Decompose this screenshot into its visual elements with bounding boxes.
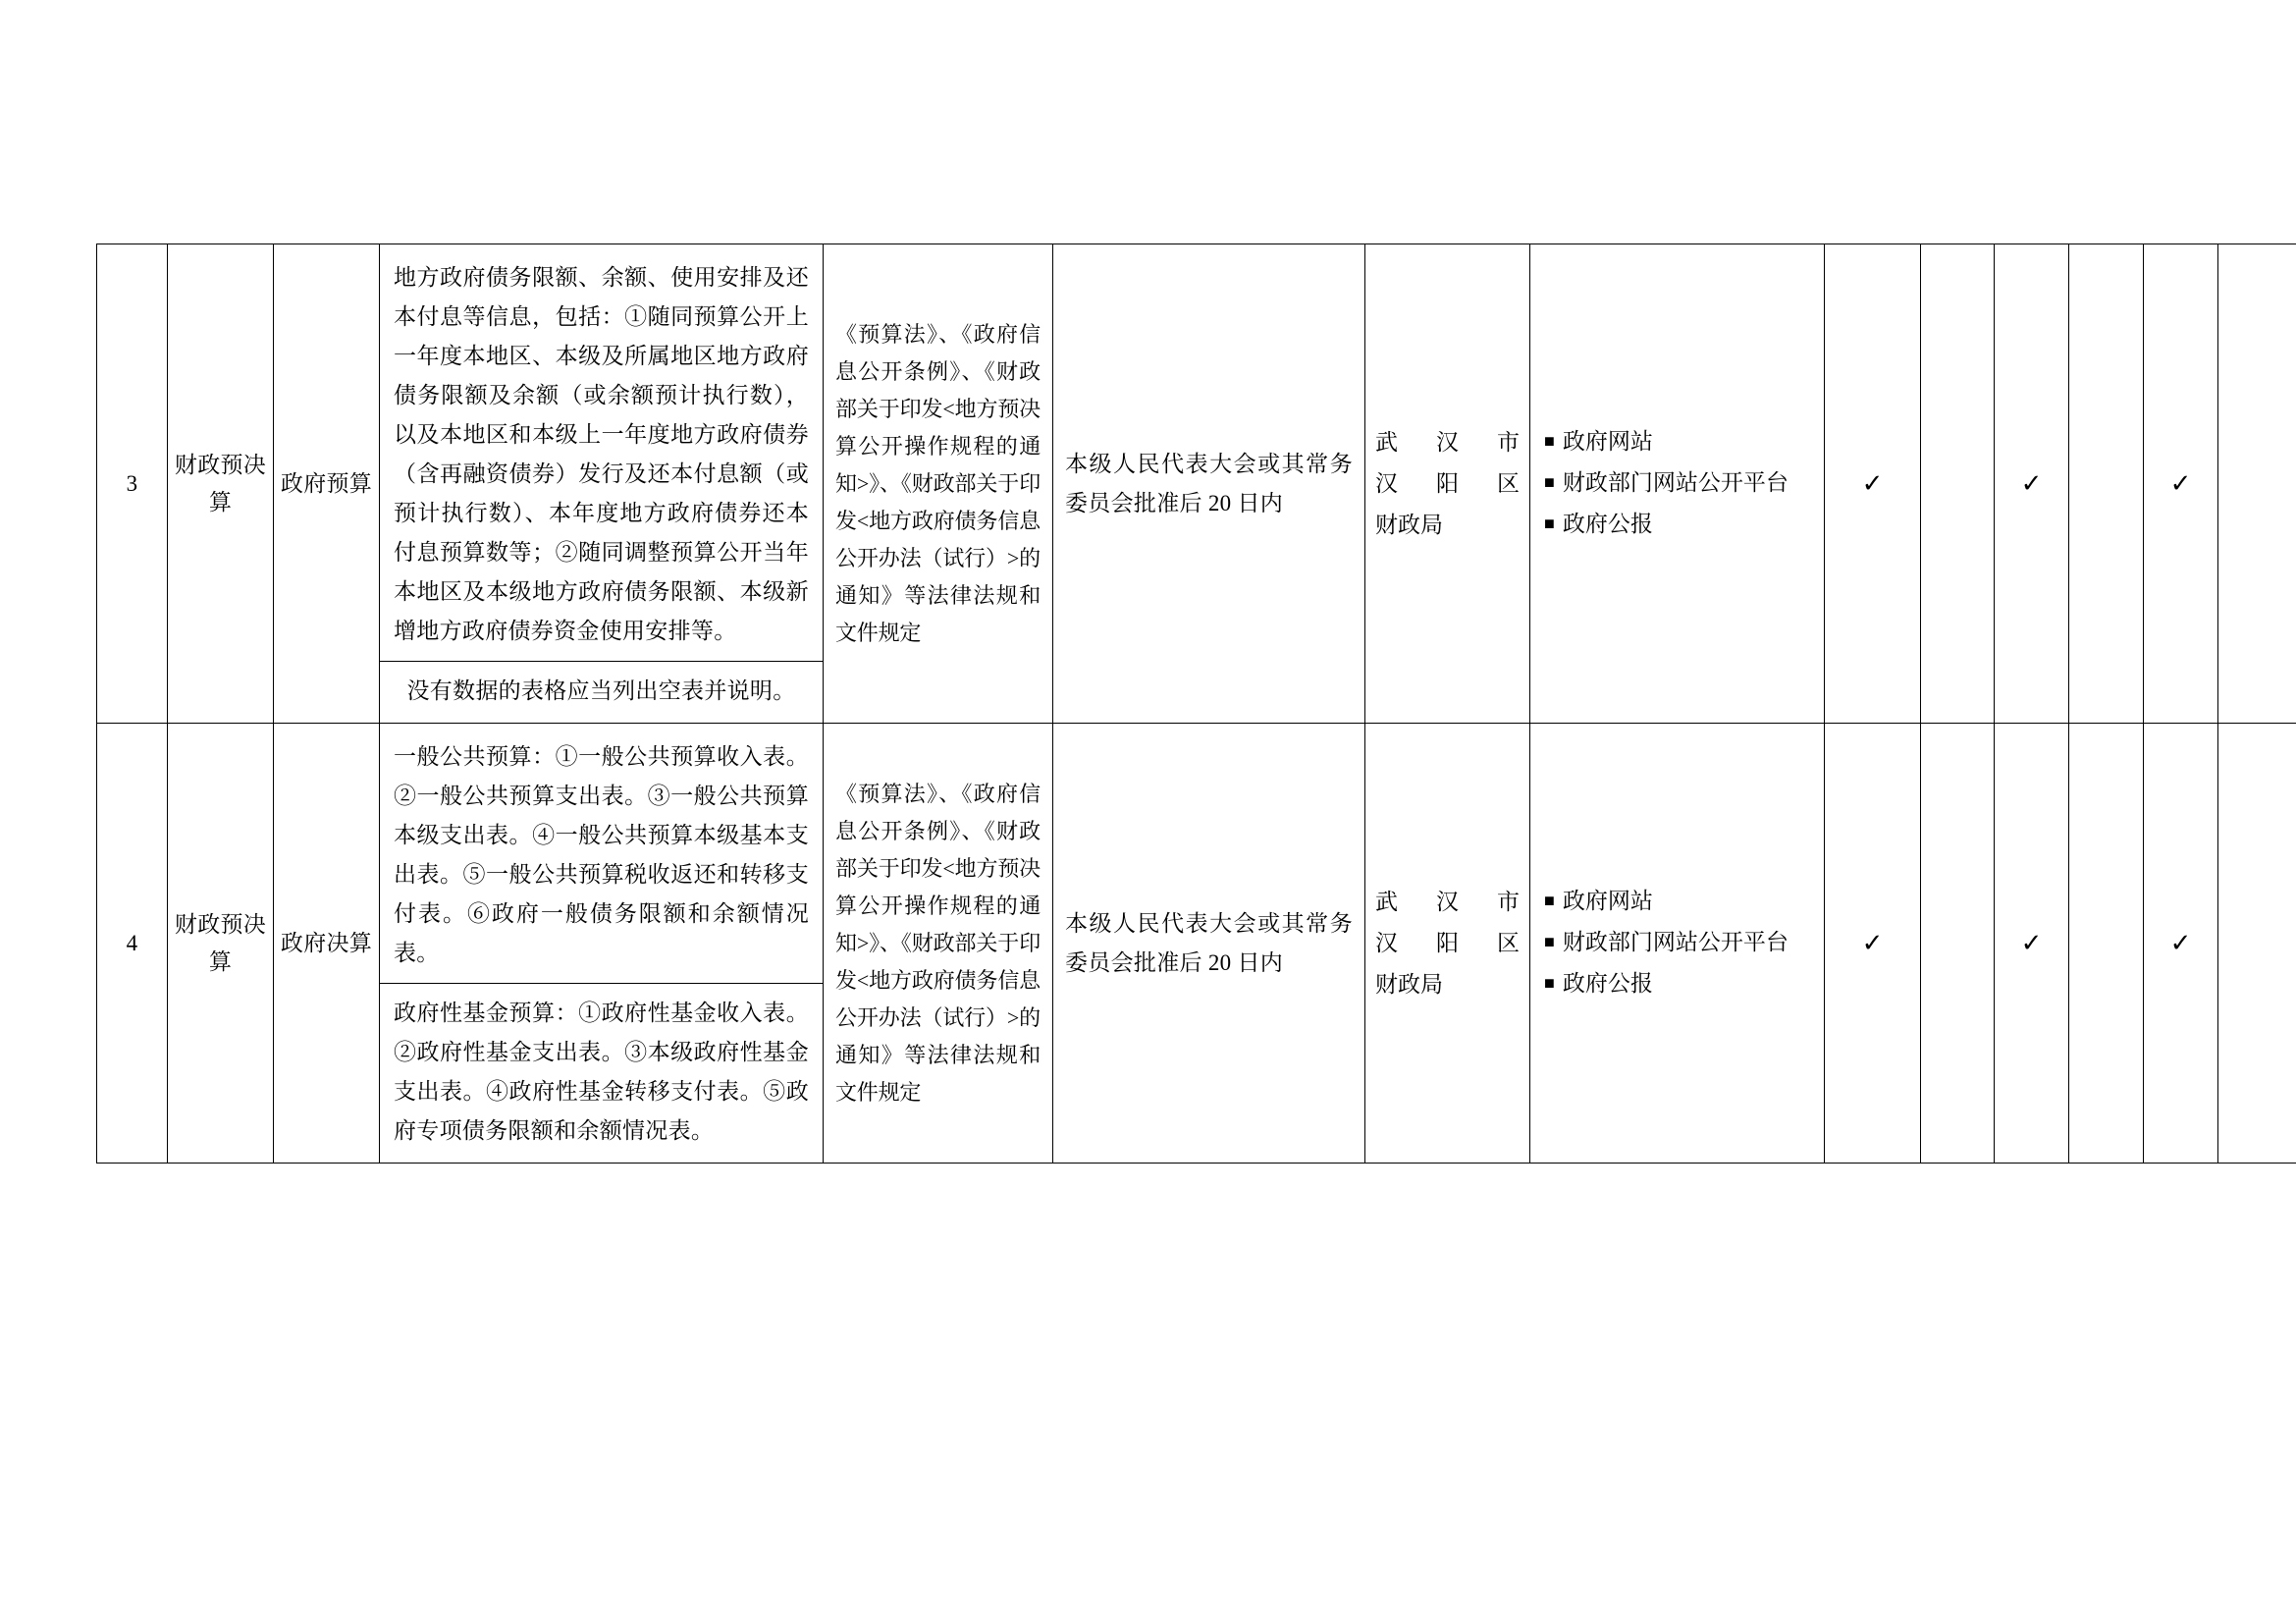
row-category: 财政预决算 <box>174 911 267 974</box>
row-check-proactive <box>1825 724 1921 1164</box>
row-content-cell <box>380 724 824 1164</box>
check-mark: ✓ <box>2020 468 2043 498</box>
channel-item: ■ 政府公报 <box>1544 963 1810 1005</box>
row-subcategory-cell <box>274 244 380 724</box>
check-mark: ✓ <box>2020 928 2043 957</box>
row-basis: 《预算法》、《政府信息公开条例》、《财政部关于印发<地方预决算公开操作规程的通知>》、《财政部关于印发<地方政府债务信息公开办法（试行）>的通知》等法律法规和文件规定 <box>835 781 1041 1105</box>
row-check-on-request <box>1921 724 1995 1164</box>
row-org-line-1: 武 汉 市 <box>1375 429 1520 455</box>
row-check-partial <box>2069 724 2144 1164</box>
row-org-line-1: 武 汉 市 <box>1375 889 1520 914</box>
row-time-limit: 本级人民代表大会或其常务委员会批准后 20 日内 <box>1065 910 1353 975</box>
row-category: 财政预决算 <box>174 452 267 514</box>
row-subcategory: 政府决算 <box>280 930 373 955</box>
check-mark: ✓ <box>1861 468 1884 498</box>
row-check-proactive <box>1825 244 1921 724</box>
channel-item: ■ 政府网站 <box>1544 881 1810 923</box>
row-remark <box>2218 724 2296 1164</box>
row-org-line-3: 财政局 <box>1375 971 1443 997</box>
channel-item: ■ 政府网站 <box>1544 421 1810 463</box>
row-content-cell <box>380 244 824 724</box>
row-check-withheld <box>2144 244 2218 724</box>
row-category-cell <box>168 244 274 724</box>
row-subcategory: 政府预算 <box>280 470 373 496</box>
row-number-cell <box>97 244 168 724</box>
row-org-line-2: 汉 阳 区 <box>1375 470 1520 496</box>
row-time-cell <box>1053 244 1365 724</box>
channel-item: ■ 财政部门网站公开平台 <box>1544 923 1810 963</box>
channel-item: ■ 财政部门网站公开平台 <box>1544 463 1810 504</box>
row-channel-cell <box>1530 244 1825 724</box>
check-mark: ✓ <box>1861 928 1884 957</box>
row-number-cell <box>97 724 168 1164</box>
row-content-note: 没有数据的表格应当列出空表并说明。 <box>406 678 796 703</box>
row-channel-cell <box>1530 724 1825 1164</box>
row-basis: 《预算法》、《政府信息公开条例》、《财政部关于印发<地方预决算公开操作规程的通知>》、《财政部关于印发<地方政府债务信息公开办法（试行）>的通知》等法律法规和文件规定 <box>835 321 1041 645</box>
row-subcategory-cell <box>274 724 380 1164</box>
channel-item: ■ 政府公报 <box>1544 504 1810 546</box>
row-check-withheld <box>2144 724 2218 1164</box>
row-check-full <box>1995 724 2069 1164</box>
row-check-partial <box>2069 244 2144 724</box>
row-basis-cell <box>824 244 1053 724</box>
disclosure-table <box>96 244 2296 1164</box>
check-mark: ✓ <box>2169 468 2192 498</box>
row-check-full <box>1995 244 2069 724</box>
row-org-line-3: 财政局 <box>1375 512 1443 537</box>
row-basis-cell <box>824 724 1053 1164</box>
row-org-cell <box>1365 244 1530 724</box>
row-time-limit: 本级人民代表大会或其常务委员会批准后 20 日内 <box>1065 451 1353 515</box>
row-category-cell <box>168 724 274 1164</box>
row-number: 3 <box>126 470 138 496</box>
row-org-line-2: 汉 阳 区 <box>1375 930 1520 955</box>
row-time-cell <box>1053 724 1365 1164</box>
row-number: 4 <box>126 930 138 955</box>
row-content-main: 一般公共预算：①一般公共预算收入表。②一般公共预算支出表。③一般公共预算本级支出表。④一般公共预算本级基本支出表。⑤一般公共预算税收返还和转移支付表。⑥政府一般债务限额和余额情况表。 <box>394 744 809 965</box>
row-check-on-request <box>1921 244 1995 724</box>
row-remark <box>2218 244 2296 724</box>
row-content-note: 政府性基金预算：①政府性基金收入表。②政府性基金支出表。③本级政府性基金支出表。④政府性基金转移支付表。⑤政府专项债务限额和余额情况表。 <box>394 1001 809 1143</box>
row-org-cell <box>1365 724 1530 1164</box>
table-row <box>97 724 2296 1164</box>
row-content-main: 地方政府债务限额、余额、使用安排及还本付息等信息，包括：①随同预算公开上一年度本地区、本级及所属地区地方政府债务限额及余额（或余额预计执行数），以及本地区和本级上一年度地方政府债券（含再融资债券）发行及还本付息额（或预计执行数）、本年度地方政府债券还本付息预算数等；②随同调整预算公开当年本地区及本级地方政府债务限额、本级新增地方政府债券资金使用安排等。 <box>394 265 809 643</box>
table-row <box>97 244 2296 724</box>
check-mark: ✓ <box>2169 928 2192 957</box>
